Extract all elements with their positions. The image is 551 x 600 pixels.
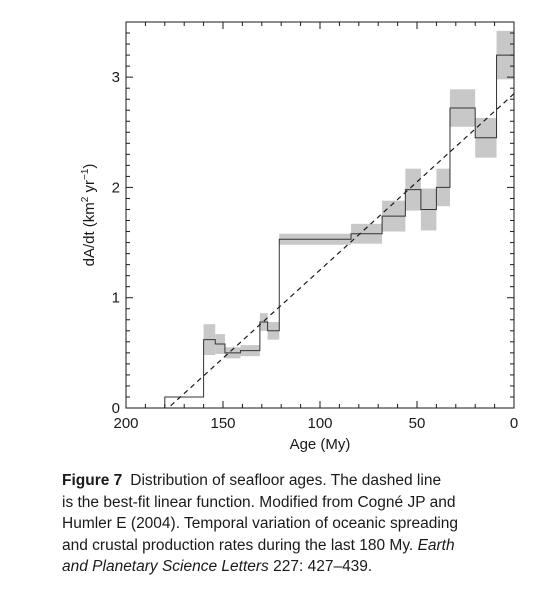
caption-line-5 — [62, 556, 532, 578]
x-tick-label-50: 50 — [408, 415, 426, 432]
step-series-line — [165, 55, 514, 408]
journal-name-cont: and Planetary Science Letters — [62, 558, 269, 575]
axis-ticks — [126, 22, 514, 408]
y-axis-label-supneg: −1 — [80, 168, 91, 180]
y-axis-label-c: ) — [81, 163, 98, 169]
y-tick-label-2: 2 — [111, 179, 120, 197]
x-tick-label-0: 0 — [509, 415, 519, 432]
caption-text-4: and crustal production rates during the last 180 My. — [62, 536, 414, 554]
caption-line-4 — [62, 535, 532, 557]
x-tick-label-100: 100 — [307, 415, 333, 432]
y-axis-label — [80, 164, 98, 267]
figure-caption — [62, 470, 532, 578]
caption-line-3: Humler E (2004). Temporal variation of oceanic spreading — [62, 515, 459, 532]
caption-text-1: Distribution of seafloor ages. The dashed line — [130, 472, 442, 489]
y-axis-label-b: yr — [81, 179, 98, 197]
x-tick-label-200: 200 — [113, 415, 139, 432]
caption-line-1 — [62, 470, 532, 492]
best-fit-line — [171, 94, 514, 406]
y-axis-label-sup: 2 — [80, 196, 91, 203]
y-tick-label-1: 1 — [111, 289, 120, 307]
figure-label: Figure 7 — [62, 472, 123, 489]
plot-frame — [126, 22, 514, 408]
uncertainty-bands — [204, 31, 514, 359]
citation-end: 227: 427–439. — [273, 558, 373, 575]
journal-name: Earth — [417, 536, 455, 554]
caption-line-2: is the best-fit linear function. Modified from Cogné JP and — [62, 493, 456, 511]
best-fit-dashed-line — [171, 94, 514, 406]
x-axis-label: Age (My) — [289, 436, 351, 453]
step-series — [165, 55, 514, 408]
y-axis-label-a: dA/dt (km — [81, 202, 98, 267]
y-tick-label-0: 0 — [111, 400, 120, 417]
y-tick-label-3: 3 — [111, 69, 120, 87]
x-tick-label-150: 150 — [210, 415, 236, 432]
